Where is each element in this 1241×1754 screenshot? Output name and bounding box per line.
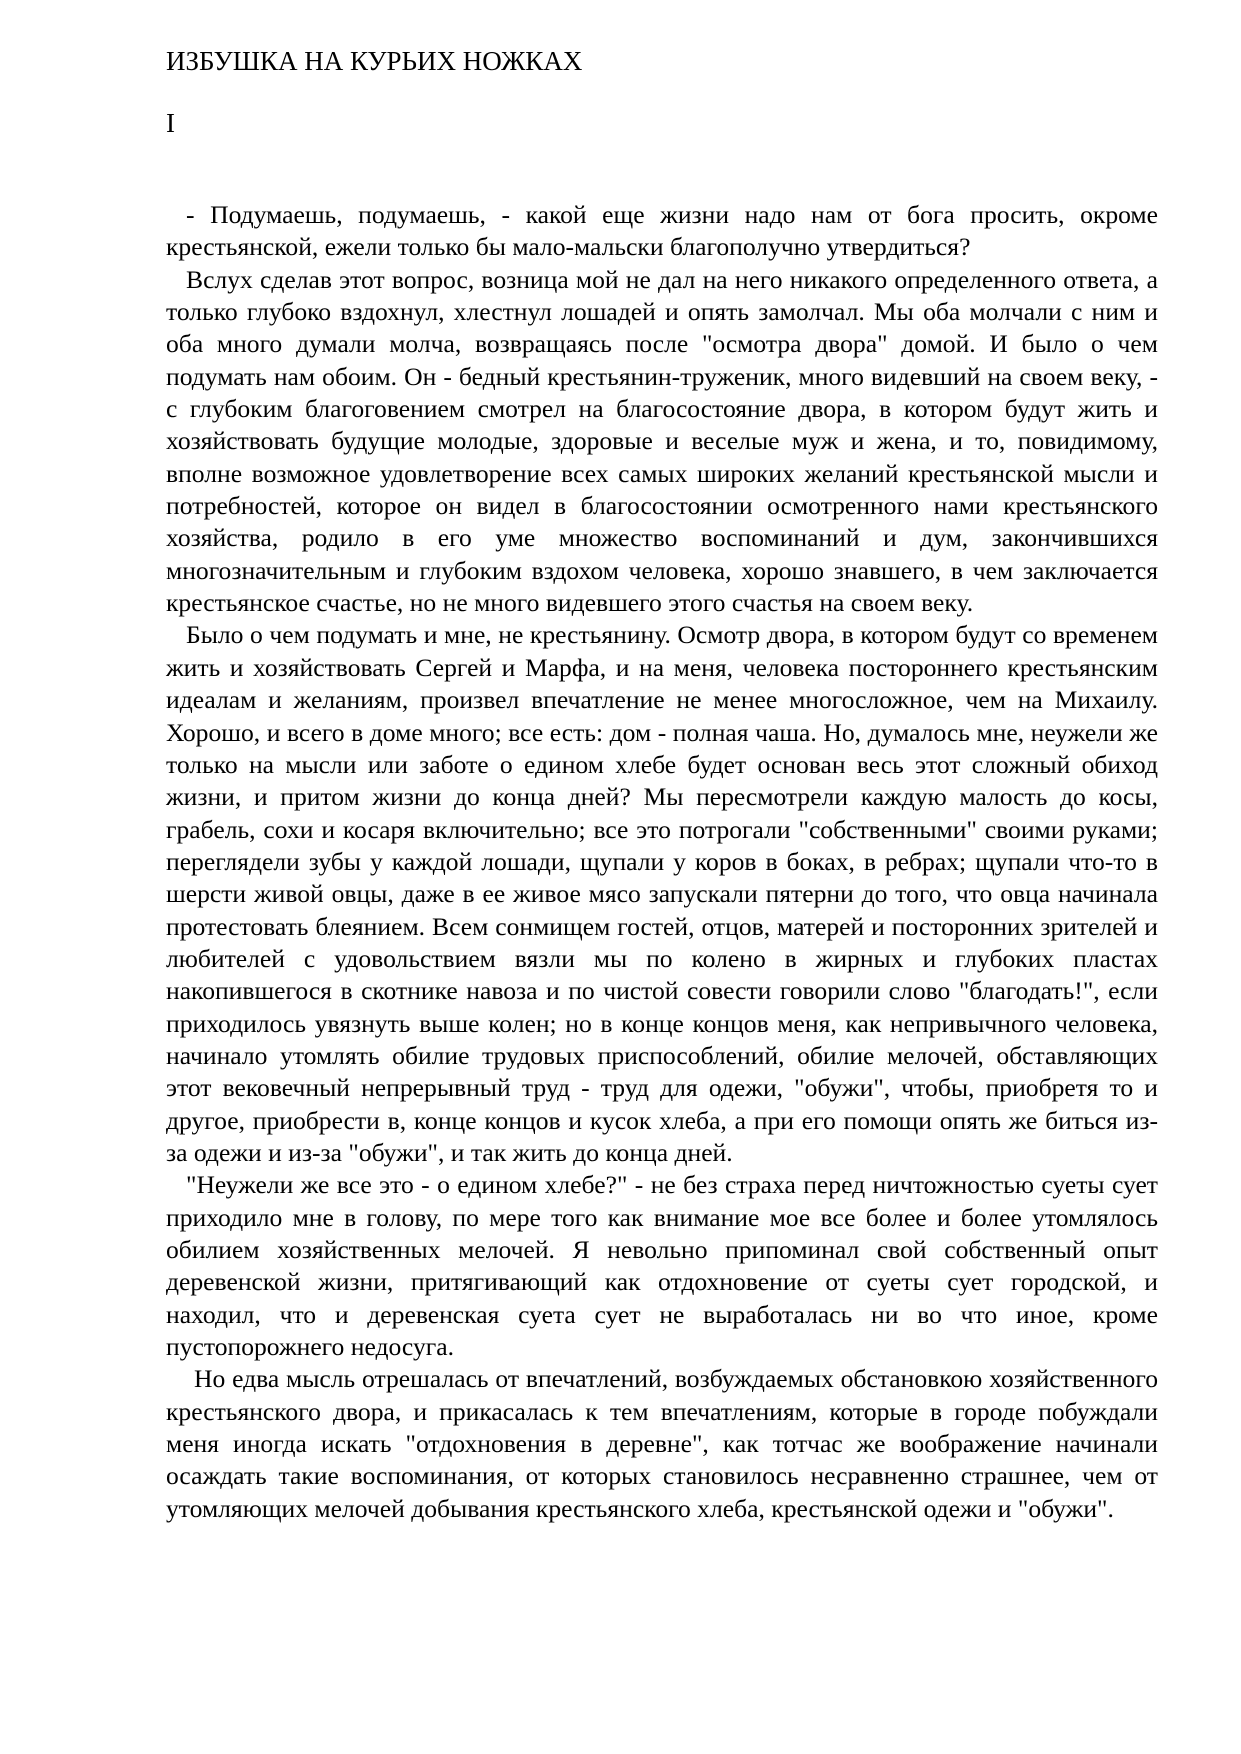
chapter-number: I xyxy=(166,108,175,138)
paragraph: "Неужели же все это - о едином хлебе?" - не без страха перед ничтожностью суеты сует приходило мне в голову, по мере того как внимание мое все более и более утомлялось обилием хозяйственных мелочей. Я невольно припоминал свой собственный опыт деревенской жизни, притягивающий как отдохновение от суеты сует городской, и находил, что и деревенская суета сует не выработалась ни во что иное, кроме пустопорожнего недосуга. xyxy=(166,1170,1158,1362)
document-title: ИЗБУШКА НА КУРЬИХ НОЖКАХ xyxy=(166,46,583,76)
paragraph: Было о чем подумать и мне, не крестьянину. Осмотр двора, в котором будут со временем жить и хозяйствовать Сергей и Марфа, и на меня, человека постороннего крестьянским идеалам и желаниям, произвел впечатление не менее многосложное, чем на Михаилу. Хорошо, и всего в доме много; все есть: дом - полная чаша. Но, думалось мне, неужели же только на мысли или заботе о едином хлебе будет основан весь этот сложный обиход жизни, и притом жизни до конца дней? Мы пересмотрели каждую малость до косы, грабель, сохи и косаря включительно; все это потрогали "собственными" своими руками; переглядели зубы у каждой лошади, щупали у коров в боках, в ребрах; щупали что-то в шерсти живой овцы, даже в ее живое мясо запускали пятерни до того, что овца начинала протестовать блеянием. Всем сонмищем гостей, отцов, матерей и посторонних зрителей и любителей с удовольствием вязли мы по колено в жирных и глубоких пластах накопившегося в скотнике навоза и по чистой совести говорили слово "благодать!", если приходилось увязнуть выше колен; но в конце концов меня, как непривычного человека, начинало утомлять обилие трудовых приспособлений, обилие мелочей, обставляющих этот вековечный непрерывный труд - труд для одежи, "обужи", чтобы, приобретя то и другое, приобрести в, конце концов и кусок хлеба, а при его помощи опять же биться из-за одежи и из-за "обужи", и так жить до конца дней. xyxy=(166,620,1158,1167)
paragraph: Вслух сделав этот вопрос, возница мой не дал на него никакого определенного ответа, а только глубоко вздохнул, хлестнул лошадей и опять замолчал. Мы оба молчали с ним и оба много думали молча, возвращаясь после "осмотра двора" домой. И было о чем подумать нам обоим. Он - бедный крестьянин-труженик, много видевший на своем веку, - с глубоким благоговением смотрел на благосостояние двора, в котором будут жить и хозяйствовать будущие молодые, здоровые и веселые муж и жена, и то, повидимому, вполне возможное удовлетворение всех самых широких желаний крестьянской мысли и потребностей, которое он видел в благосостоянии осмотренного нами крестьянского хозяйства, родило в его уме множество воспоминаний и дум, закончившихся многозначительным и глубоким вздохом человека, хорошо знавшего, в чем заключается крестьянское счастье, но не много видевшего этого счастья на своем веку. xyxy=(166,264,1158,618)
body-text xyxy=(166,199,1158,1525)
paragraph: - Подумаешь, подумаешь, - какой еще жизни надо нам от бога просить, окроме крестьянской, ежели только бы мало-мальски благополучно утвердиться? xyxy=(166,200,1158,262)
paragraph: Но едва мысль отрешалась от впечатлений, возбуждаемых обстановкою хозяйственного крестьянского двора, и прикасалась к тем впечатлениям, которые в городе побуждали меня иногда искать "отдохновения в деревне", как тотчас же воображение начинали осаждать такие воспоминания, от которых становилось несравненно страшнее, чем от утомляющих мелочей добывания крестьянского хлеба, крестьянской одежи и "обужи". xyxy=(166,1364,1158,1523)
